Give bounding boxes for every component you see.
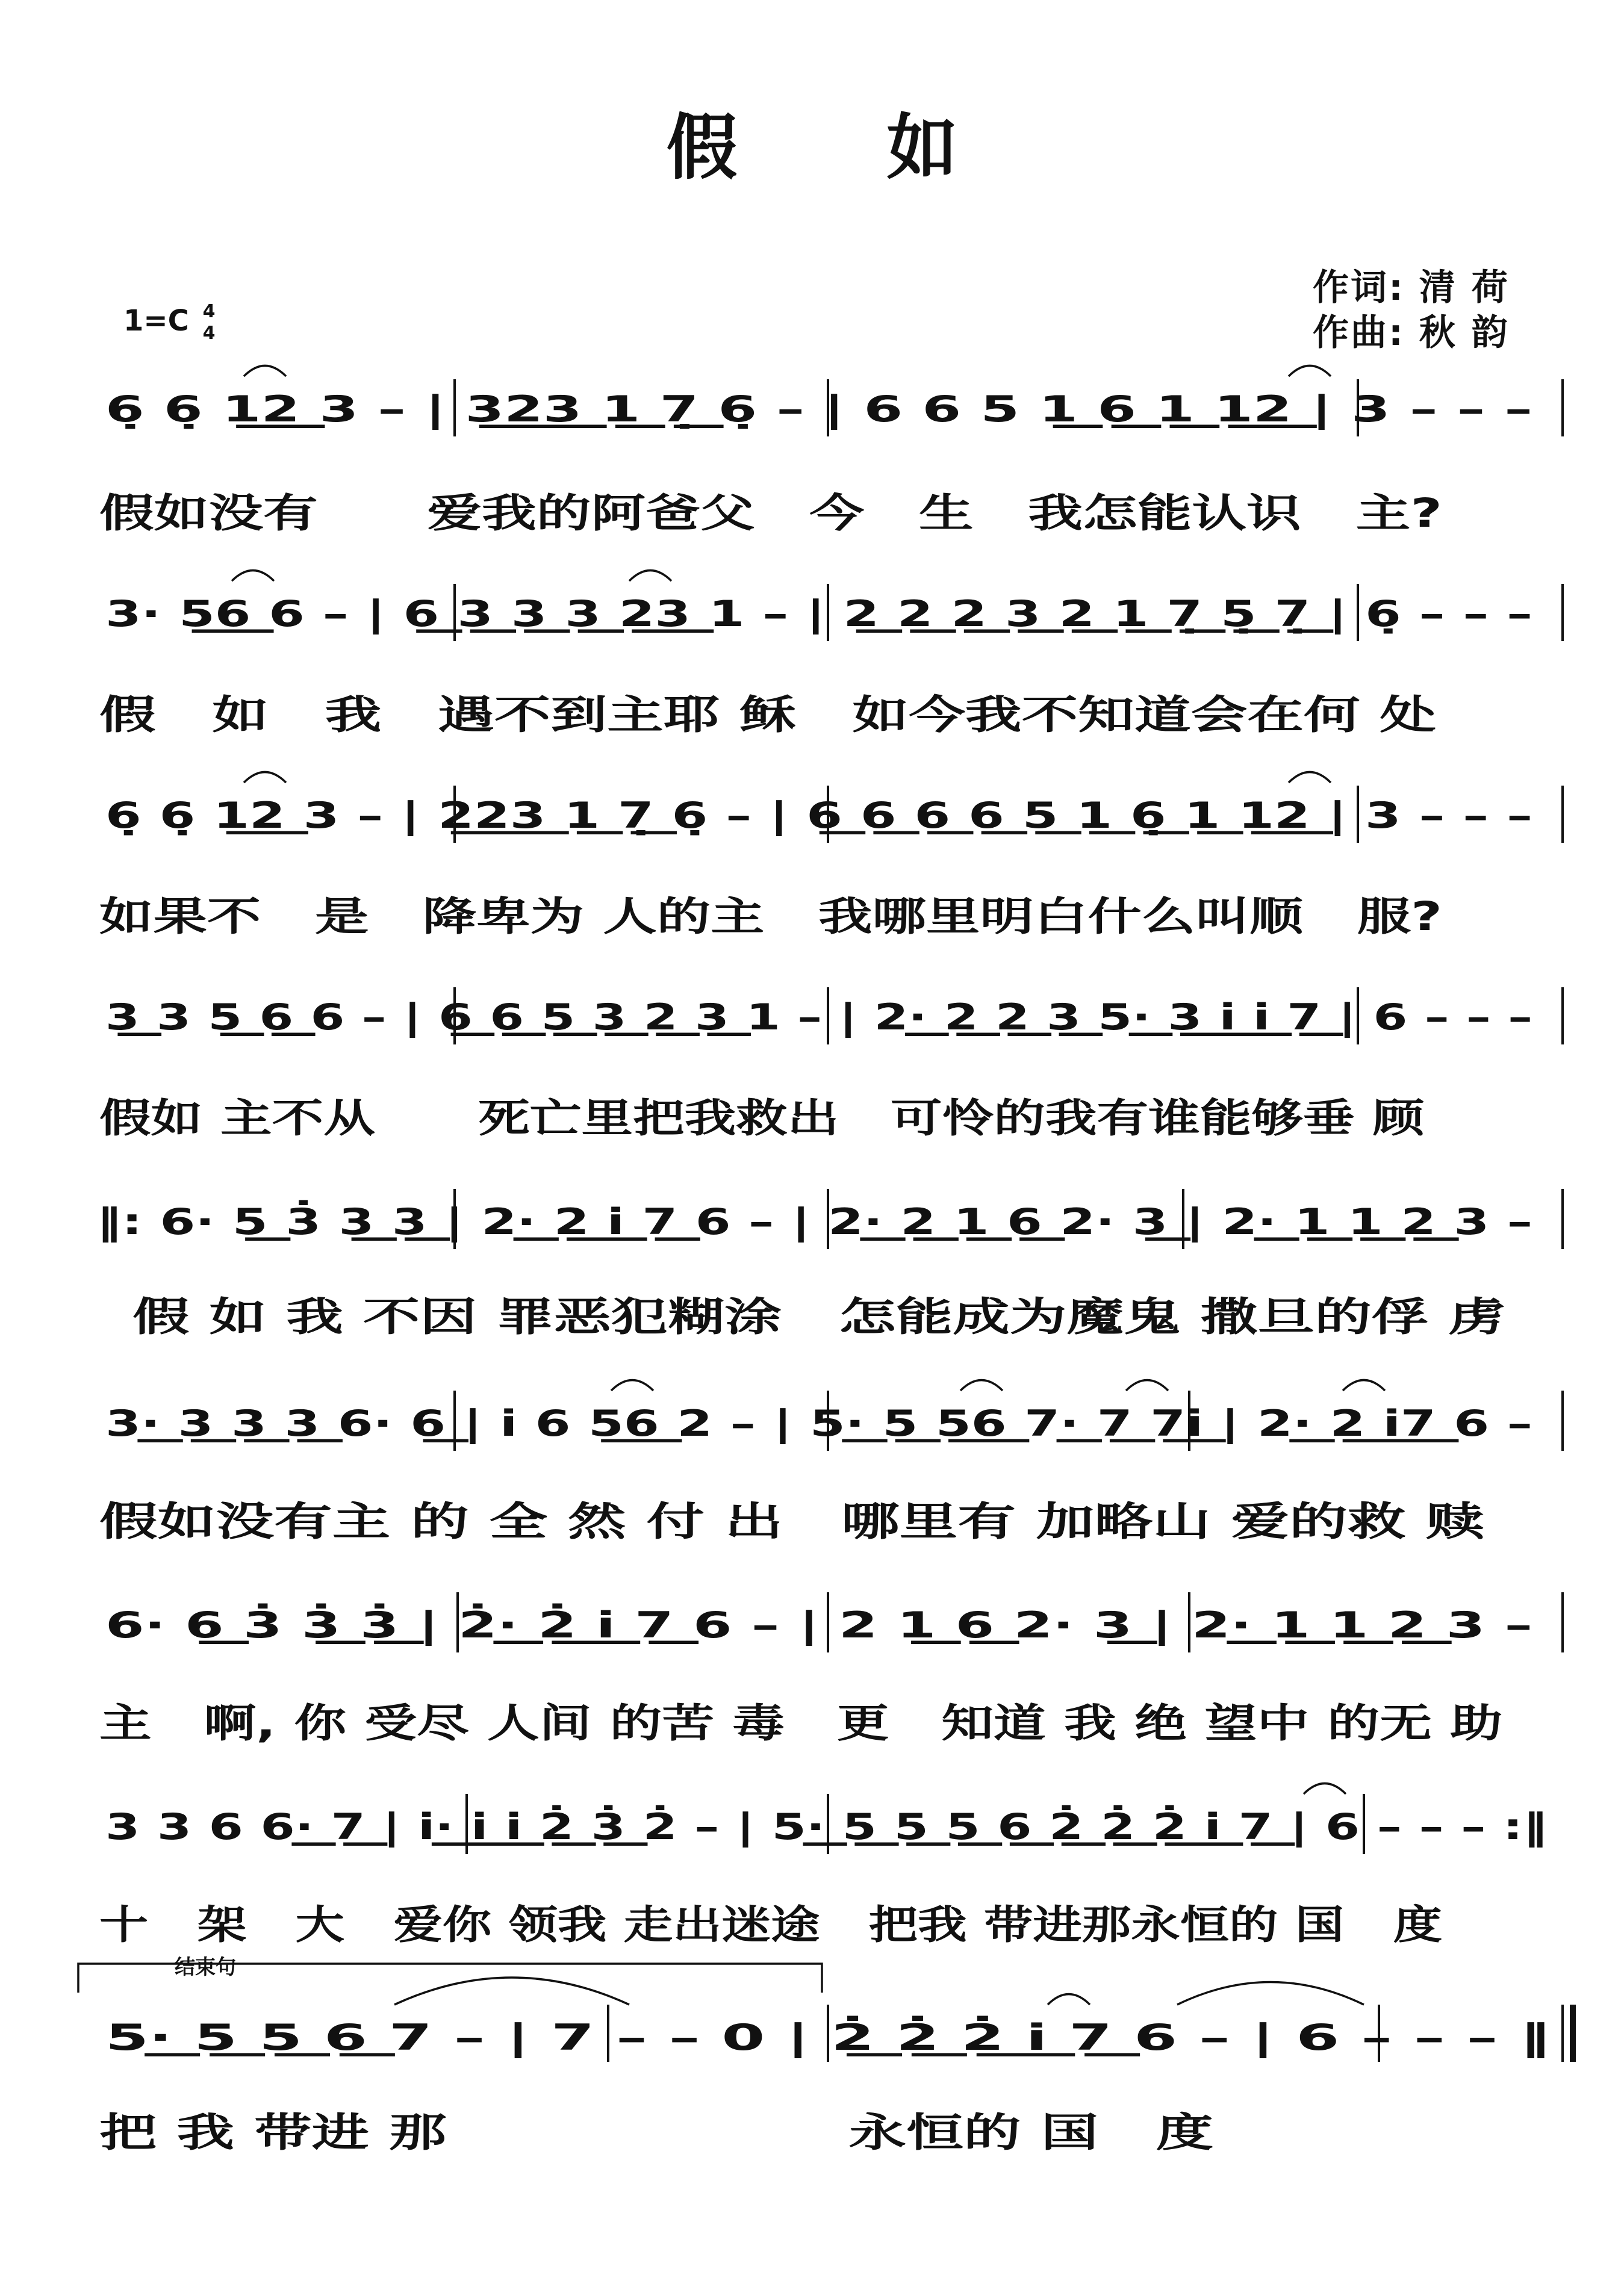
system-2	[99, 593, 1532, 738]
tie	[1289, 772, 1331, 783]
lyrics-line-1: 假如没有 爱我的阿爸父 今 生 我怎能认识 主?	[99, 490, 1442, 536]
notes-line-9: 5·͟ 5͟ 5͟ 6͟ 7 – | 7 – – 0 | 2̇͟ 2̇͟ 2̇͟ i͟ 7͟ 6 – | 6 – – – ‖	[105, 2017, 945, 2059]
key-label: 1=C	[123, 304, 189, 338]
lyrics-line-5: 假 如 我 不因 罪恶犯糊涂 怎能成为魔鬼 撒旦的俘 虏	[132, 1294, 1505, 1340]
tie	[611, 1380, 653, 1391]
lyrics-line-4: 假如 主不从 死亡里把我救出 可怜的我有谁能够垂 顾	[99, 1095, 1425, 1141]
tie	[1048, 1994, 1090, 2005]
tie	[244, 772, 286, 783]
time-signature-top: 4	[202, 301, 216, 322]
notes-line-5: ‖: 6· 5͟ 3̇ 3͟ 3͟ | 2·͟ 2͟ i͟ 7͟ 6 – | 2·͟ 2͟ 1͟ 6͟ 2· 3͟ | 2·͟ 1͟ 1͟ 2͟ 3 –	[96, 1201, 1116, 1243]
time-signature-bottom: 4	[202, 323, 216, 344]
tie	[1343, 1380, 1385, 1391]
tie	[244, 366, 286, 377]
notes-line-4: 3͟ 3 5͟ 6͟ 6 – | 6͟ 6͟ 5͟ 3͟ 2͟ 3͟ 1 – | 2·͟ 2͟ 2͟ 3͟ 5·͟ 3͟ i͟ i͟ 7͟ | 6 – – –	[105, 996, 1532, 1038]
system-5	[96, 1200, 1532, 1340]
system-9	[78, 1964, 1551, 2156]
tie	[629, 571, 671, 582]
system-4	[99, 996, 1532, 1141]
system-1	[99, 388, 1532, 536]
song-title: 假 如	[666, 106, 997, 189]
ending-label: 结束句	[175, 1955, 236, 1979]
tie	[1177, 1982, 1364, 2005]
lyricist-credit: 作词: 清 荷	[1313, 267, 1510, 309]
notes-line-1: 6̣ 6̣ 1͟2͟ 3 – | 3͟2͟3͟ 1͟ 7̣͟ 6̣ – | 6 6 5 1͟ 6͟ 1͟ 1͟2͟ | 3 – – –	[105, 388, 1532, 430]
lyrics-line-2: 假 如 我 遇不到主耶 稣 如今我不知道会在何 处	[99, 692, 1436, 738]
notes-line-6: 3·͟ 3͟ 3͟ 3͟ 6· 6͟ | i 6 5͟6͟ 2 – | 5·͟ 5͟ 5͟6͟ 7·͟ 7͟ 7͟i͟ | 2·͟ 2͟ i͟7͟ 6 –	[105, 1403, 1532, 1445]
lyrics-line-6: 假如没有主 的 全 然 付 出 哪里有 加略山 爱的救 赎	[99, 1498, 1486, 1545]
tie	[1126, 1380, 1168, 1391]
system-3	[99, 795, 1532, 940]
notes-line-7: 6· 6͟ 3̇ 3̇͟ 3̇͟ | 2̇·͟ 2̇͟ i͟ 7͟ 6 – | 2 1͟ 6͟ 2· 3͟ | 2·͟ 1͟ 1͟ 2͟ 3 –	[105, 1604, 1028, 1646]
tie	[1304, 1784, 1346, 1795]
lyrics-line-7: 主 啊, 你 受尽 人间 的苦 毒 更 知道 我 绝 望中 的无 助	[99, 1700, 1502, 1746]
tie	[394, 1978, 629, 2005]
notes-line-8: 3 3 6 6·͟ 7͟ | i·͟ i͟ i͟ 2̇͟ 3̇͟ 2̇ – | 5·͟ 5͟ 5͟ 5͟ 6͟ 2̇͟ 2̇͟ 2̇͟ i͟ 7͟ | 6 – – – :‖	[105, 1806, 1158, 1848]
tie	[1289, 366, 1331, 377]
notes-line-2: 3· 5͟6͟ 6 – | 6͟ 3͟ 3͟ 3͟ 2͟3͟ 1 – | 2͟ 2͟ 2͟ 3͟ 2͟ 1͟ 7̣͟ 5̣͟ 7̣͟ | 6̣ – – –	[105, 593, 1532, 635]
system-8	[99, 1805, 1548, 1948]
tie	[232, 571, 274, 582]
lyrics-line-3: 如果不 是 降卑为 人的主 我哪里明白什么叫顺 服?	[99, 893, 1442, 940]
tie	[960, 1380, 1003, 1391]
ending-bracket	[78, 1964, 822, 1993]
system-7	[99, 1603, 1532, 1746]
lyrics-line-9: 把 我 带进 那 永恒的 国 度	[99, 2109, 1213, 2156]
lyrics-line-8: 十 架 大 爱你 领我 走出迷途 把我 带进那永恒的 国 度	[99, 1902, 1442, 1948]
composer-credit: 作曲: 秋 韵	[1313, 312, 1510, 354]
system-6	[99, 1403, 1532, 1545]
notes-line-3: 6̣ 6̣ 1͟2͟ 3 – | 2͟2͟3͟ 1͟ 7̣͟ 6̣ – | 6͟ 6͟ 6͟ 6͟ 5͟ 1͟ 6̣͟ 1͟ 1͟2͟ | 3 – – –	[105, 795, 1532, 837]
